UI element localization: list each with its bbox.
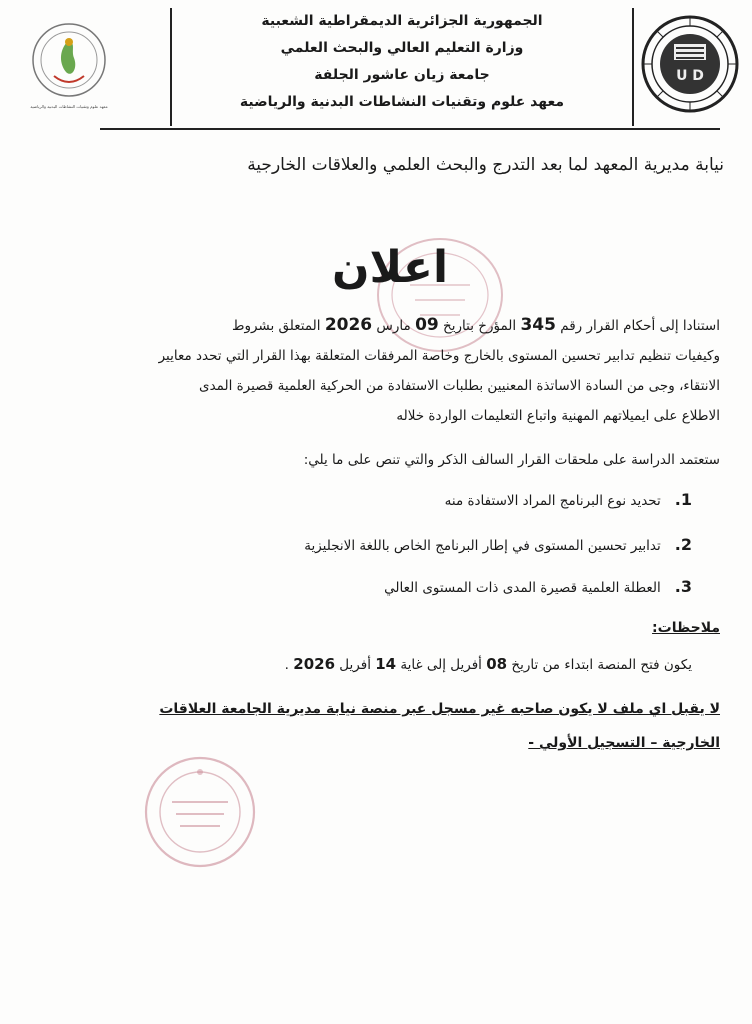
- body-text: مارس: [372, 318, 416, 334]
- body-line-1: [65, 310, 720, 341]
- announcement-title: اعلان: [331, 242, 449, 293]
- body-text: استنادا إلى أحكام القرار رقم: [555, 318, 720, 334]
- header-republic: الجمهورية الجزائرية الديمقراطية الشعبية: [261, 13, 543, 29]
- header-institute: معهد علوم وتقنيات النشاطات البدنية والرياضية: [239, 94, 565, 110]
- official-stamp-bottom: [140, 752, 260, 872]
- body-line-4: الاطلاع على ايميلاتهم المهنية واتباع التعليمات الواردة خلاله: [396, 408, 720, 424]
- institute-logo: [30, 18, 108, 114]
- warning-line-1: لا يقبل اي ملف لا يكون صاحبه غير مسجل عبر منصة نيابة مديرية الجامعة العلاقات: [159, 701, 720, 717]
- body-line-3: الانتقاء، وجى من السادة الاساتذة المعنيين بطلبات الاستفادة من الحركية العلمية قصيرة المدى: [199, 378, 720, 394]
- institution-header: [170, 8, 634, 126]
- note-text: أفريل إلى غاية: [396, 657, 487, 673]
- start-day: 08: [486, 655, 508, 673]
- list-item-number: 2.: [674, 535, 692, 554]
- list-item: [92, 490, 692, 509]
- deputy-directorate-title: نيابة مديرية المعهد لما بعد التدرج والبحث العلمي والعلاقات الخارجية: [247, 155, 724, 175]
- note-text: أفريل: [335, 657, 376, 673]
- institute-logo-label: معهد علوم وتقنيات النشاطات البدنية والرياضية: [30, 104, 108, 109]
- list-item-number: 1.: [674, 490, 692, 509]
- note-year: 2026: [293, 655, 336, 673]
- header-divider: [100, 128, 720, 130]
- list-item-text: العطلة العلمية قصيرة المدى ذات المستوى العالي: [384, 580, 661, 596]
- platform-dates-note: [92, 655, 692, 673]
- registration-warning: [65, 692, 720, 760]
- header-university: جامعة زيان عاشور الجلفة: [314, 67, 490, 83]
- note-text: يكون فتح المنصة ابتداء من تاريخ: [507, 657, 692, 673]
- body-text: المتعلق بشروط: [231, 318, 325, 334]
- notes-label: ملاحظات:: [652, 620, 720, 636]
- list-item-text: تدابير تحسين المستوى في إطار البرنامج الخاص باللغة الانجليزية: [304, 538, 661, 554]
- list-item: [92, 577, 692, 596]
- decision-day: 09: [415, 315, 439, 335]
- decision-number: 345: [520, 315, 556, 335]
- body-line-2: وكيفيات تنظيم تدابير تحسين المستوى بالخارج وخاصة المرفقات المتعلقة بهذا القرار التي تحدد معايير: [158, 348, 720, 364]
- warning-line-2: الخارجية – التسجيل الأولي -: [528, 735, 720, 751]
- announcement-body: [65, 310, 720, 431]
- list-item-number: 3.: [674, 577, 692, 596]
- decision-year: 2026: [324, 315, 373, 335]
- list-item-text: تحديد نوع البرنامج المراد الاستفادة منه: [444, 493, 661, 509]
- university-logo: [640, 14, 740, 114]
- logo-letters: U D: [676, 68, 704, 84]
- criteria-intro: ستعتمد الدراسة على ملحقات القرار السالف الذكر والتي تنص على ما يلي:: [303, 452, 720, 468]
- list-item: [92, 535, 692, 554]
- header-ministry: وزارة التعليم العالي والبحث العلمي: [280, 40, 524, 56]
- note-text: .: [284, 657, 294, 673]
- body-text: المؤرخ بتاريخ: [438, 318, 521, 334]
- end-day: 14: [375, 655, 397, 673]
